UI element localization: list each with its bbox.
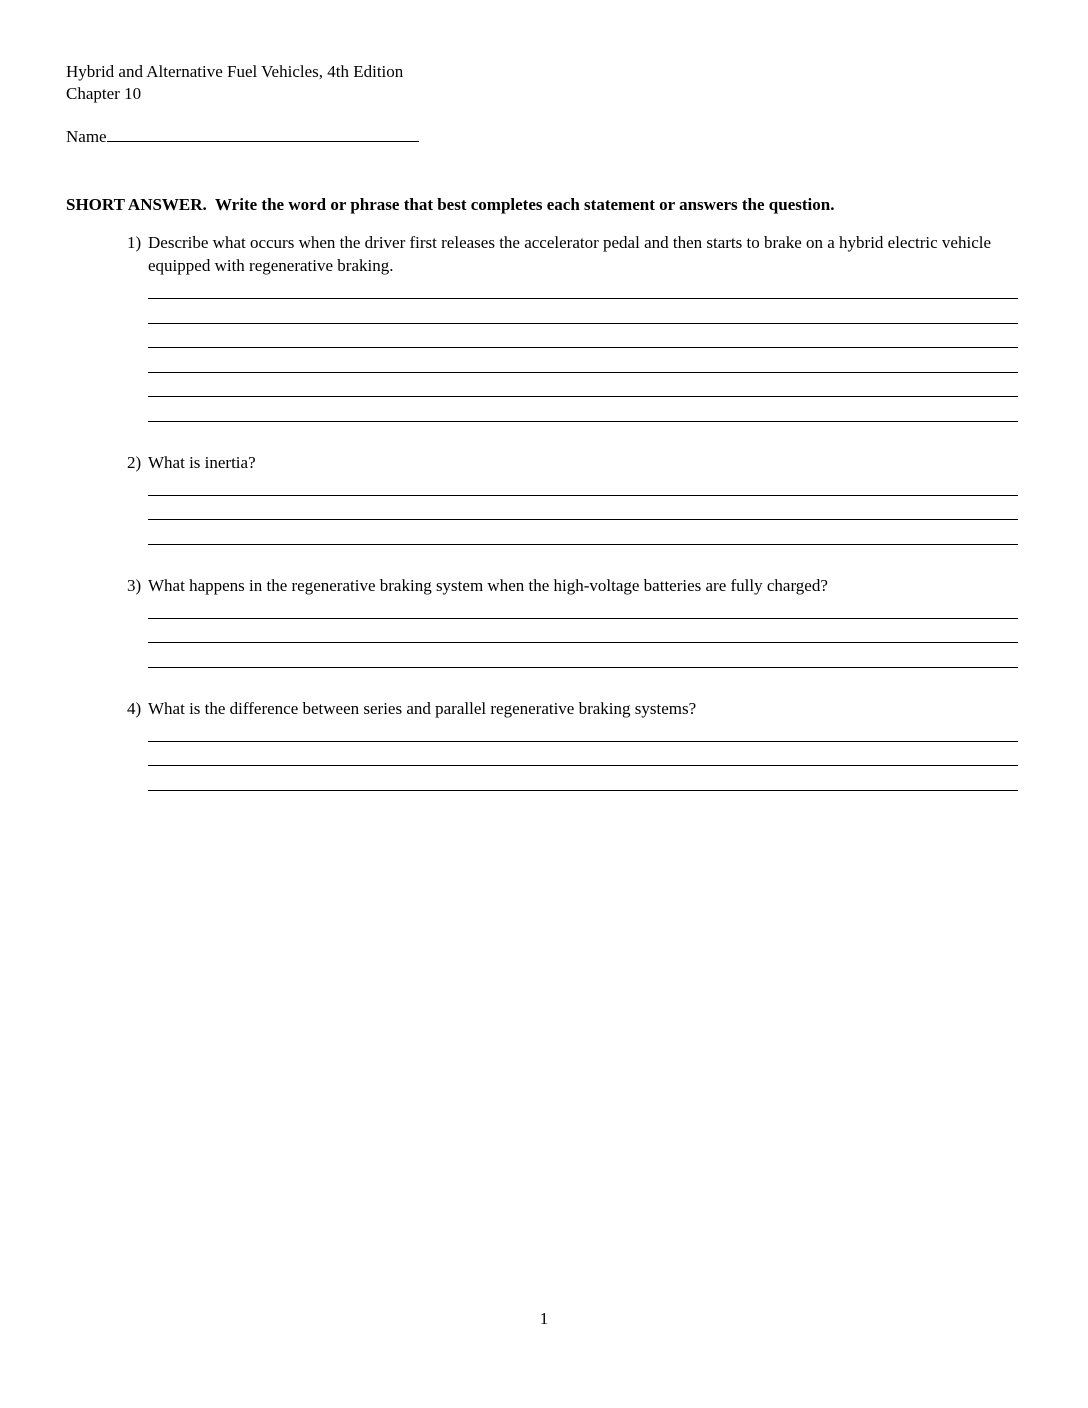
answer-line	[148, 766, 1018, 791]
answer-line	[148, 619, 1018, 644]
name-row	[66, 123, 1018, 147]
name-label: Name	[66, 127, 107, 146]
document-title: Hybrid and Alternative Fuel Vehicles, 4th Edition	[66, 62, 404, 81]
questions-list	[66, 231, 1018, 791]
question-row	[127, 451, 1018, 474]
answer-lines	[148, 720, 1018, 791]
answer-line	[148, 277, 1018, 299]
answer-line	[148, 397, 1018, 422]
question-number: 3)	[127, 575, 142, 595]
answer-line	[148, 520, 1018, 545]
answer-line	[148, 299, 1018, 324]
chapter-label: Chapter 10	[66, 84, 142, 103]
answer-line	[148, 373, 1018, 398]
answer-line	[148, 474, 1018, 496]
question-row	[127, 231, 1018, 277]
page-number: 1	[539, 1309, 549, 1328]
answer-line	[148, 348, 1018, 373]
question-item	[66, 574, 1018, 668]
question-row	[127, 697, 1018, 720]
question-text: What is inertia?	[148, 452, 256, 472]
answer-lines	[148, 277, 1018, 422]
answer-line	[148, 597, 1018, 619]
question-text: Describe what occurs when the driver first releases the accelerator pedal and then starts to brake on a hybrid electric vehicle equipped with regenerative braking.	[148, 233, 992, 275]
question-item	[66, 231, 1018, 422]
name-underline	[107, 123, 419, 142]
question-text: What happens in the regenerative braking system when the high-voltage batteries are fully charged?	[148, 575, 828, 595]
answer-line	[148, 720, 1018, 742]
answer-lines	[148, 597, 1018, 668]
question-text: What is the difference between series and parallel regenerative braking systems?	[148, 698, 697, 718]
section-heading: SHORT ANSWER. Write the word or phrase that best completes each statement or answers the question.	[66, 195, 835, 214]
question-number: 4)	[127, 698, 142, 718]
answer-lines	[148, 474, 1018, 545]
answer-line	[148, 643, 1018, 668]
question-row	[127, 574, 1018, 597]
answer-line	[148, 324, 1018, 349]
answer-line	[148, 742, 1018, 767]
question-number: 2)	[127, 452, 142, 472]
question-number: 1)	[127, 233, 142, 252]
question-item	[66, 451, 1018, 545]
answer-line	[148, 496, 1018, 521]
question-item	[66, 697, 1018, 791]
document-header	[66, 61, 1018, 105]
